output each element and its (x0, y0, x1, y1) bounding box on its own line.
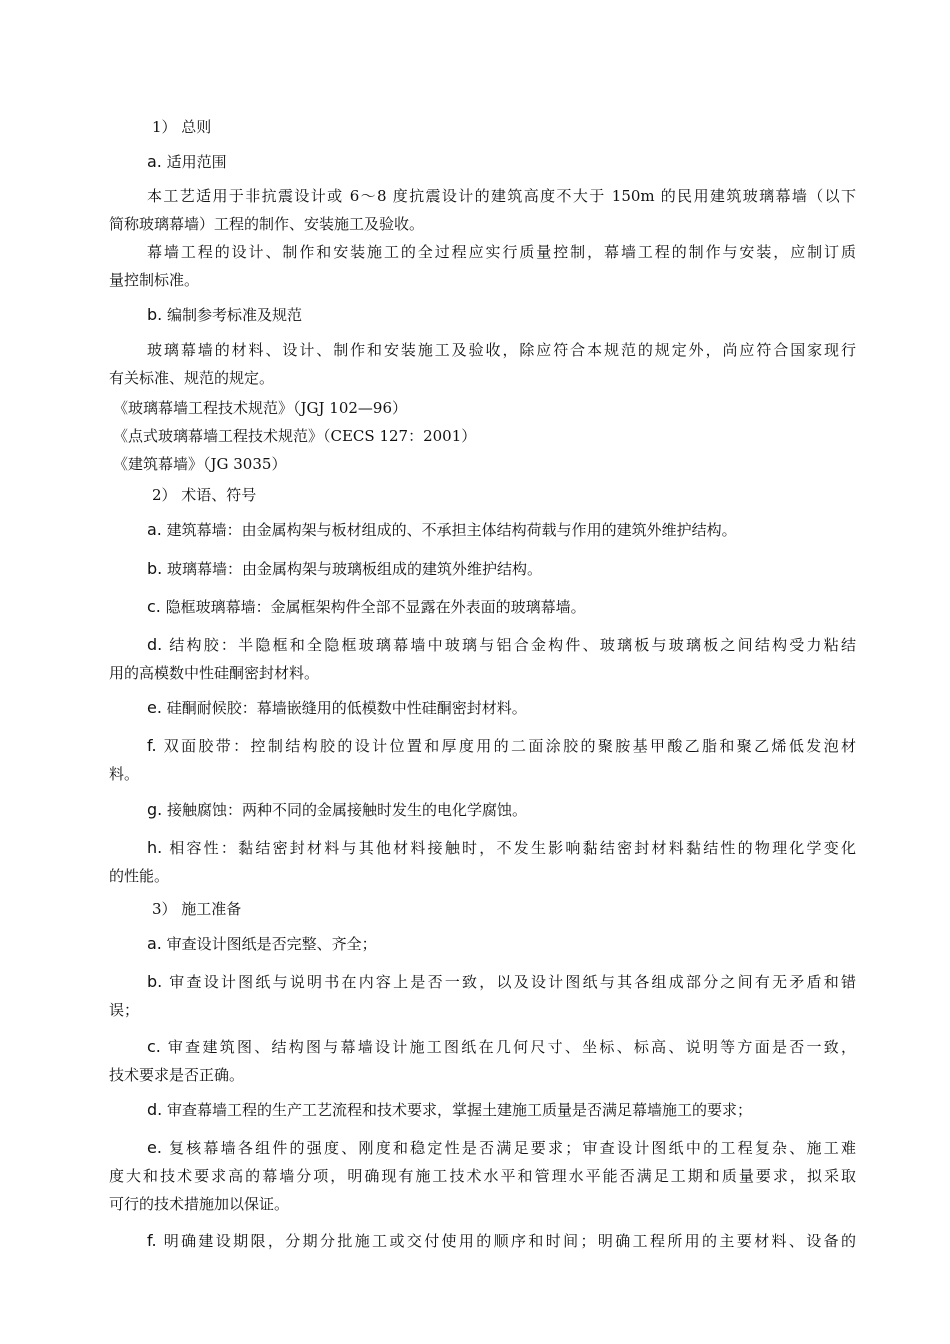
definition-item (147, 597, 586, 617)
item-label: b. (147, 305, 163, 324)
item-label: f. (147, 1231, 157, 1250)
reference-item: 《建筑幕墙》（JG 3035） (113, 455, 287, 473)
item-text: 隐框玻璃幕墙：金属框架构件全部不显露在外表面的玻璃幕墙。 (165, 598, 586, 616)
item-text: 明确建设期限，分期分批施工或交付使用的顺序和时间；明确工程所用的主要材料、设备的 (163, 1232, 856, 1250)
definition-item (147, 800, 527, 820)
prep-item (147, 1037, 856, 1057)
item-text: 审查设计图纸与说明书在内容上是否一致，以及设计图纸与其各组成部分之间有无矛盾和错 (169, 973, 856, 991)
item-label: e. (147, 1138, 162, 1157)
paragraph-line: 的性能。 (109, 867, 170, 885)
item-label: d. (147, 1100, 163, 1119)
item-text: 双面胶带：控制结构胶的设计位置和厚度用的二面涂胶的聚胺基甲酸乙脂和聚乙烯低发泡材 (163, 737, 856, 755)
item-label: c. (147, 597, 161, 616)
paragraph-line: 本工艺适用于非抗震设计或 6～8 度抗震设计的建筑高度不大于 150m 的民用建筑玻璃幕墙（以下 (147, 187, 856, 205)
definition-item (147, 559, 542, 579)
item-label: a. (147, 934, 162, 953)
paragraph-line: 玻璃幕墙的材料、设计、制作和安装施工及验收，除应符合本规范的规定外，尚应符合国家现行 (147, 341, 856, 359)
item-text: 硅酮耐候胶：幕墙嵌缝用的低模数中性硅酮密封材料。 (166, 699, 527, 717)
prep-item (147, 972, 856, 992)
item-label: a. (147, 520, 162, 539)
item-label: c. (147, 1037, 161, 1056)
item-label: h. (147, 838, 163, 857)
item-label: d. (147, 635, 163, 654)
paragraph-line: 料。 (109, 765, 140, 783)
subheading-text: 适用范围 (166, 153, 227, 171)
item-text: 结构胶：半隐框和全隐框玻璃幕墙中玻璃与铝合金构件、玻璃板与玻璃板之间结构受力粘结 (169, 636, 856, 654)
paragraph-line: 简称玻璃幕墙）工程的制作、安装施工及验收。 (109, 215, 425, 233)
item-text: 审查幕墙工程的生产工艺流程和技术要求，掌握土建施工质量是否满足幕墙施工的要求； (167, 1101, 753, 1119)
prep-item (147, 1231, 856, 1251)
paragraph-line: 量控制标准。 (109, 271, 200, 289)
paragraph-line: 误； (109, 1001, 140, 1019)
reference-item: 《玻璃幕墙工程技术规范》（JGJ 102—96） (113, 399, 407, 417)
item-label: e. (147, 698, 162, 717)
paragraph-line: 可行的技术措施加以保证。 (109, 1195, 290, 1213)
item-text: 审查设计图纸是否完整、齐全； (166, 935, 377, 953)
item-text: 审查建筑图、结构图与幕墙设计施工图纸在几何尺寸、坐标、标高、说明等方面是否一致， (167, 1038, 856, 1056)
prep-item (147, 1100, 752, 1120)
item-text: 接触腐蚀：两种不同的金属接触时发生的电化学腐蚀。 (167, 801, 528, 819)
definition-item (147, 635, 856, 655)
prep-item (147, 1138, 856, 1158)
section-heading-2: 2） 术语、符号 (152, 486, 257, 504)
paragraph-line: 幕墙工程的设计、制作和安装施工的全过程应实行质量控制，幕墙工程的制作与安装，应制订质 (147, 243, 856, 261)
item-text: 玻璃幕墙：由金属构架与玻璃板组成的建筑外维护结构。 (167, 560, 543, 578)
paragraph-line: 技术要求是否正确。 (109, 1066, 245, 1084)
item-label: a. (147, 152, 162, 171)
prep-item (147, 934, 377, 954)
definition-item (147, 698, 527, 718)
item-label: g. (147, 800, 163, 819)
item-label: b. (147, 559, 163, 578)
item-label: b. (147, 972, 163, 991)
section-heading-3: 3） 施工准备 (152, 900, 242, 918)
item-text: 相容性：黏结密封材料与其他材料接触时，不发生影响黏结密封材料黏结性的物理化学变化 (169, 839, 856, 857)
item-text: 建筑幕墙：由金属构架与板材组成的、不承担主体结构荷载与作用的建筑外维护结构。 (166, 521, 737, 539)
reference-item: 《点式玻璃幕墙工程技术规范》（CECS 127：2001） (113, 427, 477, 445)
definition-item (147, 736, 856, 756)
definition-item (147, 838, 856, 858)
definition-item (147, 520, 737, 540)
item-text: 复核幕墙各组件的强度、刚度和稳定性是否满足要求；审查设计图纸中的工程复杂、施工难 (168, 1139, 856, 1157)
subheading-b (147, 305, 302, 325)
paragraph-line: 用的高模数中性硅酮密封材料。 (109, 664, 320, 682)
paragraph-line: 度大和技术要求高的幕墙分项，明确现有施工技术水平和管理水平能否满足工期和质量要求，拟采取 (109, 1167, 856, 1185)
section-heading-1: 1） 总则 (152, 118, 212, 136)
item-label: f. (147, 736, 157, 755)
subheading-a (147, 152, 227, 172)
paragraph-line: 有关标准、规范的规定。 (109, 369, 275, 387)
subheading-text: 编制参考标准及规范 (167, 306, 303, 324)
